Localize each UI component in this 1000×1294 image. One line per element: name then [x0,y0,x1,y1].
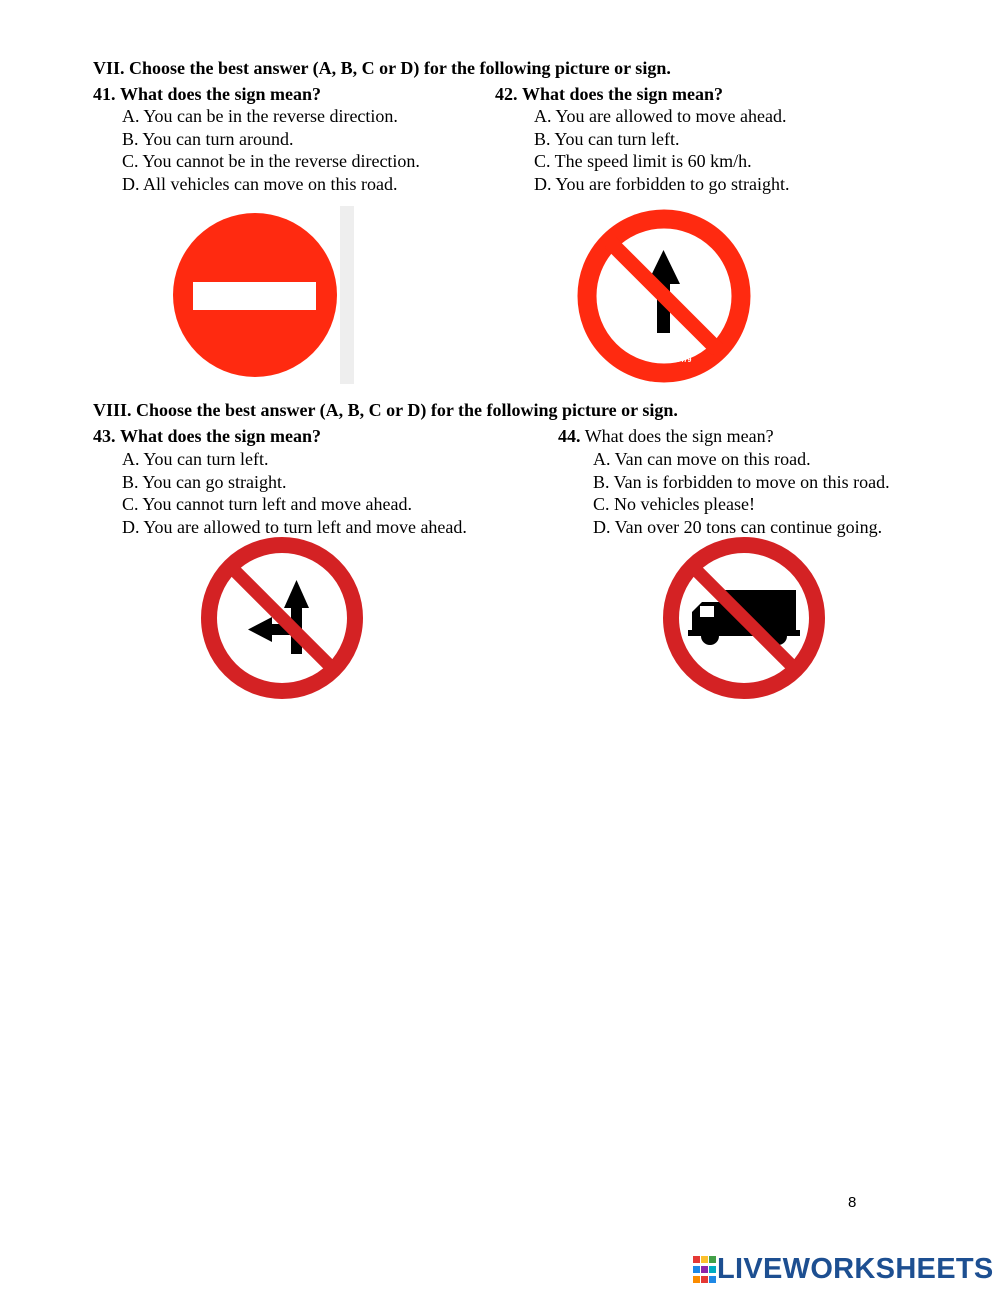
question-42-heading [495,84,723,105]
option-42-a[interactable]: A. You are allowed to move ahead. [534,106,787,126]
question-43-text: What does the sign mean? [120,426,322,446]
option-41-b[interactable]: B. You can turn around. [122,128,294,149]
no-left-or-straight-sign-icon [196,536,368,700]
question-41-heading [93,84,321,105]
option-41-c[interactable]: C. You cannot be in the reverse direction. [122,151,420,172]
option-43-c[interactable]: C. You cannot turn left and move ahead. [122,494,412,515]
option-44-a[interactable]: A. Van can move on this road. [593,449,811,469]
liveworksheets-logo[interactable] [693,1253,994,1286]
sign-42-phone-text: 0986.997.479 [648,357,692,364]
option-43-a[interactable]: A. You can turn left. [122,449,269,469]
no-truck-sign-icon [658,536,830,700]
question-44-number: 44. [558,426,581,446]
liveworksheets-logo-icon [693,1255,717,1285]
question-42-options [534,105,789,196]
option-42-c[interactable]: C. The speed limit is 60 km/h. [534,151,752,172]
question-42-text: What does the sign mean? [522,84,724,104]
option-43-d[interactable]: D. You are allowed to turn left and move ahead. [122,517,467,538]
page-number: 8 [848,1194,857,1211]
question-41-number: 41. [93,84,116,104]
option-41-d[interactable]: D. All vehicles can move on this road. [122,174,398,195]
section-8-title: VIII. Choose the best answer (A, B, C or D) for the following picture or sign. [93,400,678,420]
option-41-a[interactable]: A. You can be in the reverse direction. [122,106,398,126]
question-43-heading [93,426,321,447]
question-44-heading [558,426,774,447]
option-44-b[interactable]: B. Van is forbidden to move on this road. [593,471,890,492]
question-43-options [122,448,467,539]
liveworksheets-logo-text: LIVEWORKSHEETS [717,1253,994,1285]
question-41-options [122,105,420,196]
option-42-d[interactable]: D. You are forbidden to go straight. [534,174,790,195]
section-7-title: VII. Choose the best answer (A, B, C or D) for the following picture or sign. [93,58,671,78]
question-44-text: What does the sign mean? [584,426,774,446]
option-44-c[interactable]: C. No vehicles please! [593,494,755,515]
question-41-text: What does the sign mean? [120,84,322,104]
option-44-d[interactable]: D. Van over 20 tons can continue going. [593,517,883,538]
question-42-number: 42. [495,84,518,104]
no-straight-sign-icon [576,206,753,386]
question-44-options [593,448,890,539]
question-43-number: 43. [93,426,116,446]
option-42-b[interactable]: B. You can turn left. [534,128,680,149]
no-entry-sign-icon [170,206,354,384]
option-43-b[interactable]: B. You can go straight. [122,471,287,492]
